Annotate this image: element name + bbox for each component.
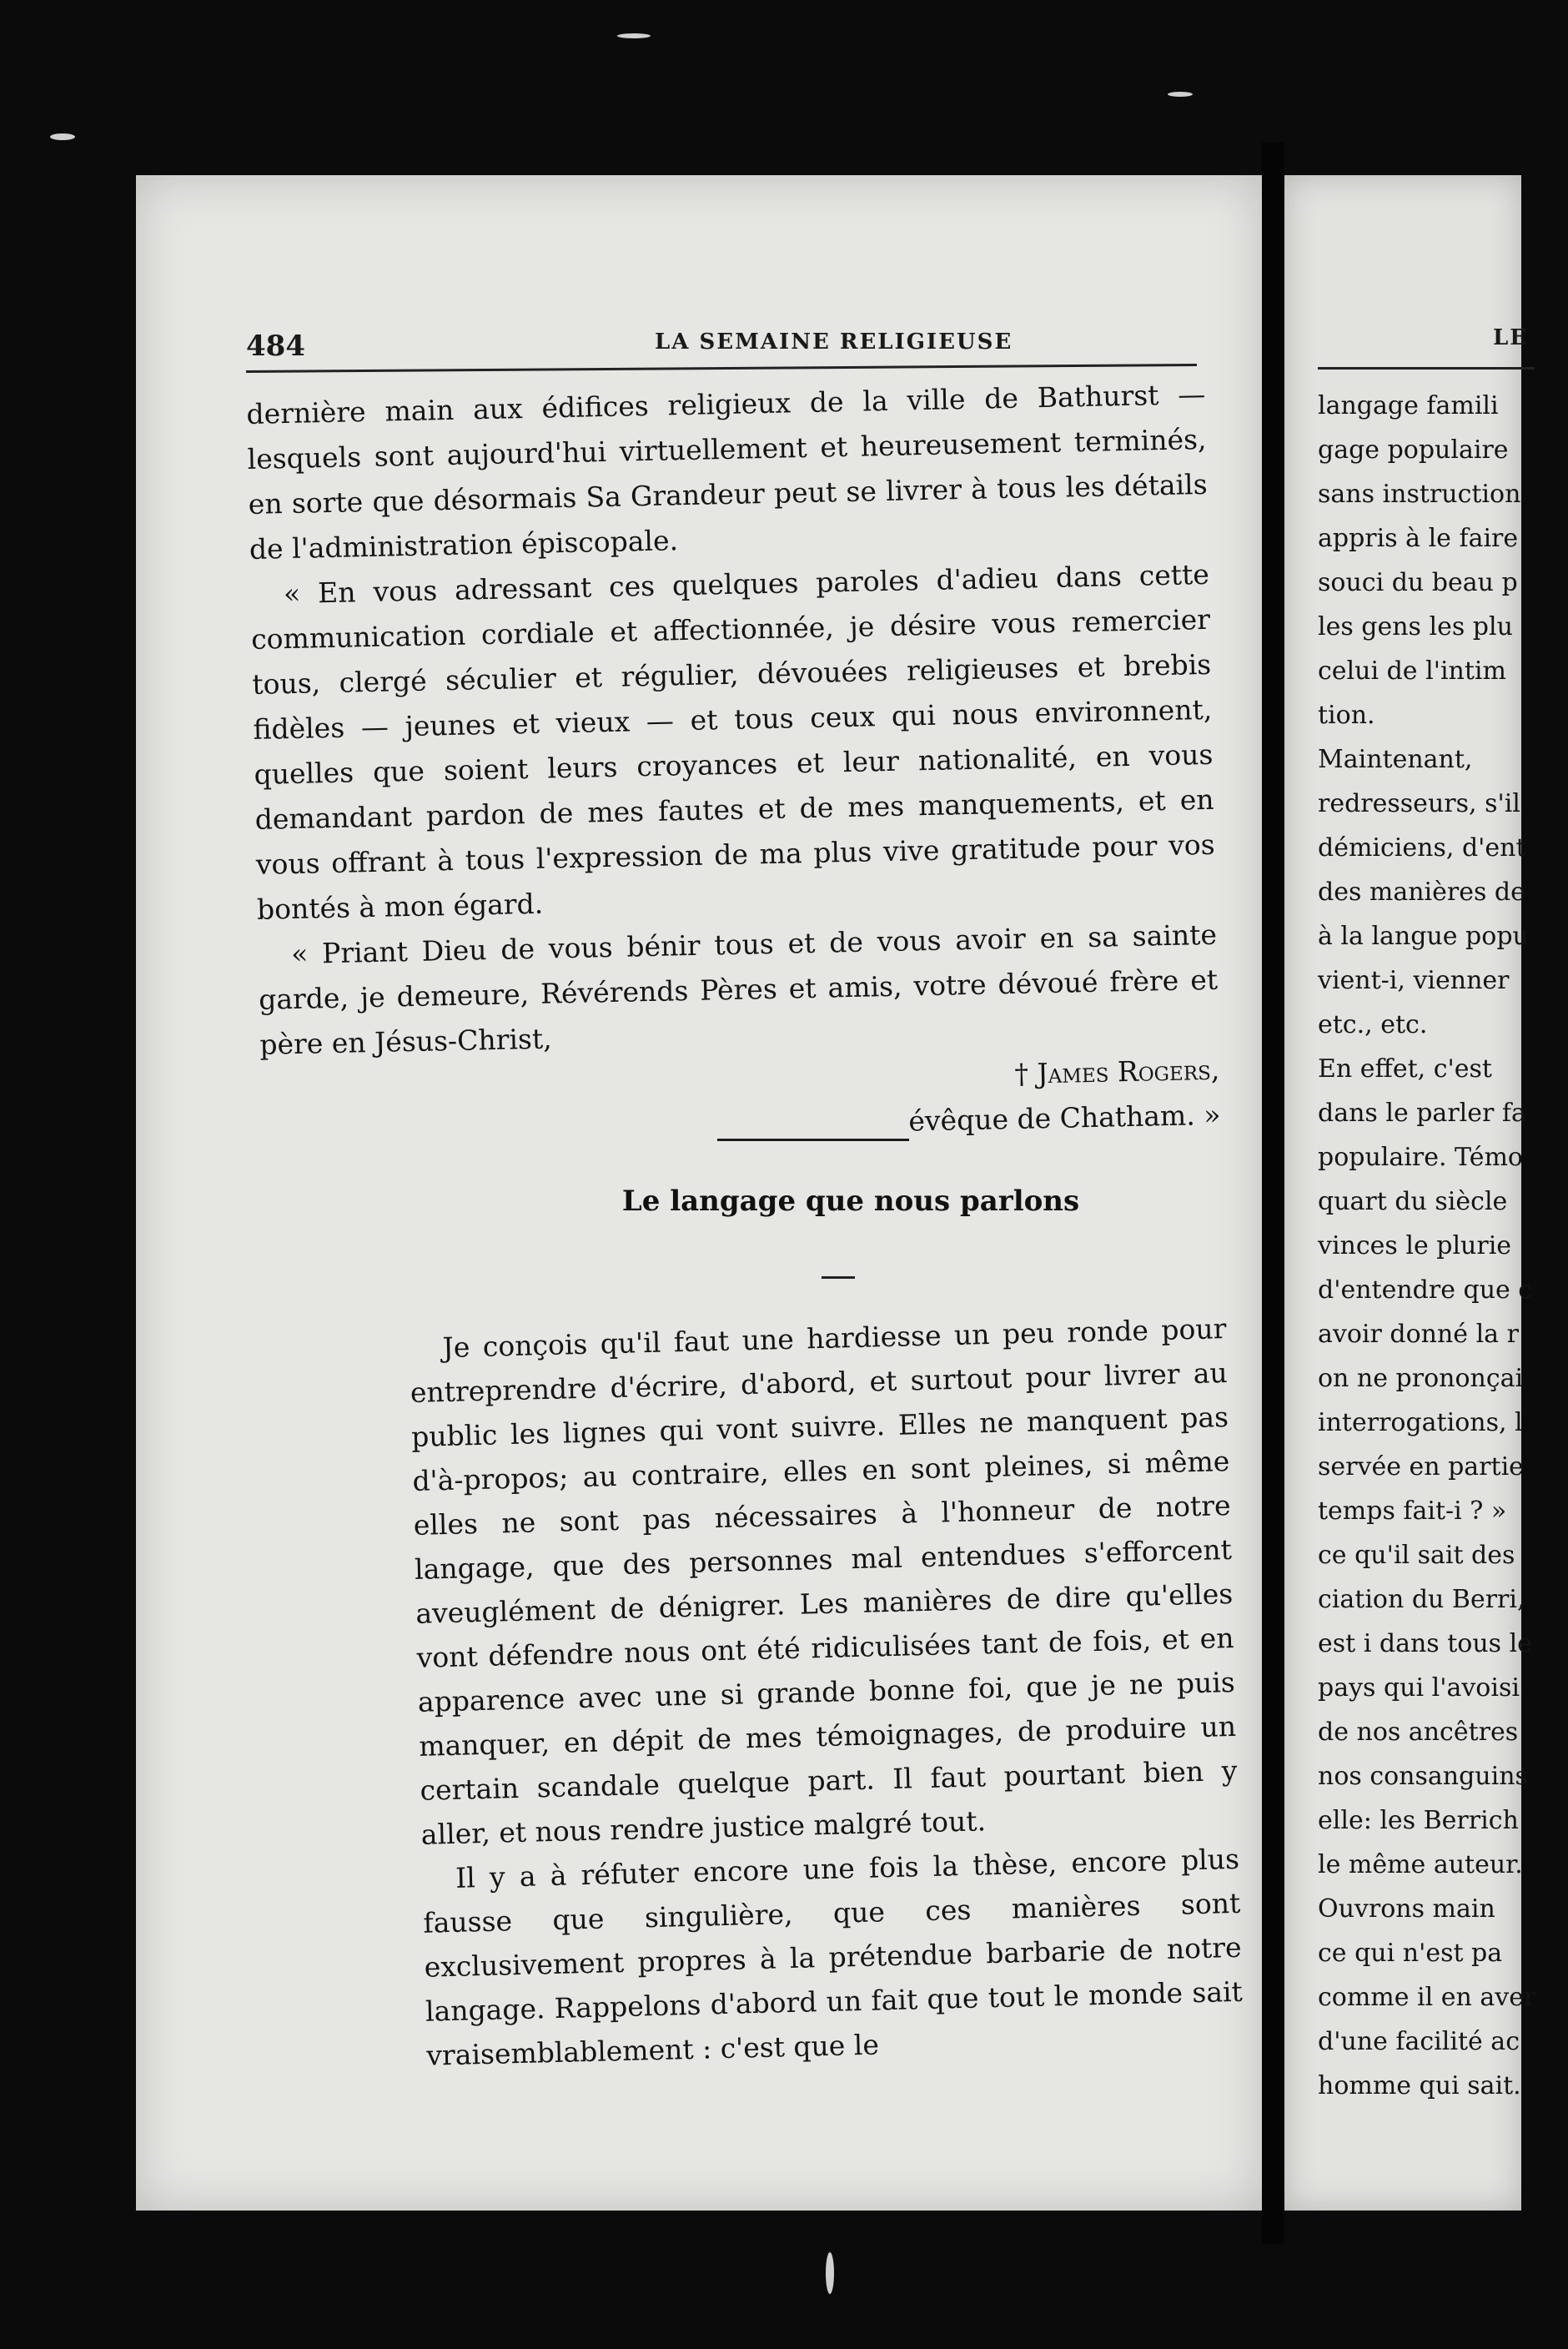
right-line: etc., etc. (1318, 1010, 1428, 1039)
dust-speck (826, 2252, 834, 2294)
right-header-rule (1318, 367, 1535, 370)
right-line: temps fait-i ? » (1318, 1496, 1507, 1526)
dust-speck (1168, 92, 1193, 97)
dust-speck (50, 133, 75, 140)
right-line: vinces le plurie (1318, 1231, 1512, 1260)
right-line: quart du siècle (1318, 1187, 1508, 1216)
right-line: homme qui sait. (1318, 2071, 1521, 2100)
letter-paragraph: « Priant Dieu de vous bénir tous et de vous avoir en sa sainte garde, je demeure, Révérends Pères et amis, votre dévoué frère et père en Jésus-Christ, (258, 918, 1219, 1061)
right-line: pays qui l'avoisi (1318, 1673, 1520, 1703)
right-line: les gens les plu (1318, 612, 1513, 641)
right-line: est i dans tous le (1318, 1629, 1532, 1658)
right-line: elle: les Berrich (1318, 1806, 1519, 1835)
article-title: Le langage que nous parlons (621, 1185, 1080, 1218)
letter-paragraph: dernière main aux édifices religieux de la ville de Bathurst — lesquels sont aujourd'hui virtuellement et heureusement terminés, en sorte que désormais Sa Grandeur peut se livrer à tous les détails de l'administration épiscopale. (246, 377, 1208, 566)
article-text (409, 1306, 1244, 2078)
right-line: Maintenant, (1318, 745, 1473, 774)
running-title: LA SEMAINE RELIGIEUSE (655, 329, 1013, 355)
right-line: d'entendre que c (1318, 1275, 1533, 1305)
right-line: des manières de (1318, 878, 1525, 907)
right-line: servée en partie (1318, 1452, 1524, 1481)
right-line: dans le parler fa (1318, 1099, 1526, 1128)
right-line: langage famili (1318, 391, 1499, 420)
right-running-title-fragment: LE (1493, 325, 1529, 350)
letter-paragraph: « En vous adressant ces quelques paroles d'adieu dans cette communication cordiale et affectionnée, je désire vous remercier tous, clergé séculier et régulier, dévouées religieuses et brebis fidèles — jeunes et vieux — et tous ceux qui nous environnent, quelles que soient leurs croyances et leur nationalité, en vous demandant pardon de mes fautes et de mes manquements, et en vous offrant à tous l'expression de ma plus vive gratitude pour vos bontés à mon égard. (250, 557, 1216, 926)
letter-text (246, 372, 1221, 1158)
right-line: appris à le faire (1318, 524, 1519, 553)
right-line: nos consanguins (1318, 1762, 1528, 1791)
article-paragraph: Il y a à réfuter encore une fois la thèse, encore plus fausse que singulière, que ces manières sont exclusivement propres à la prétendue barbarie de notre langage. Rappelons d'abord un fait que tout le monde sait vraisemblablement : c'est que le (423, 1842, 1244, 2072)
section-separator (717, 1139, 909, 1141)
right-line: Ouvrons main (1318, 1894, 1495, 1924)
right-line: démiciens, d'ent (1318, 833, 1526, 863)
right-line: avoir donné la r (1318, 1320, 1519, 1349)
right-page-text (1318, 384, 1568, 2108)
right-line: interrogations, l (1318, 1408, 1523, 1437)
right-line: ce qui n'est pa (1318, 1939, 1503, 1968)
right-line: redresseurs, s'il (1318, 789, 1520, 818)
signature: † James Rogers, (1014, 1053, 1220, 1090)
right-line: ce qu'il sait des (1318, 1541, 1515, 1570)
right-line: à la langue popu (1318, 922, 1529, 951)
right-line: de nos ancêtres (1318, 1718, 1519, 1747)
right-line: le même auteur. (1318, 1850, 1523, 1879)
title-dash (822, 1276, 855, 1279)
right-line: ciation du Berri, (1318, 1585, 1525, 1614)
right-line: En effet, c'est (1318, 1054, 1492, 1084)
page-header (246, 329, 1197, 380)
right-line: tion. (1318, 701, 1375, 730)
signature-title: évêque de Chatham. » (907, 1098, 1221, 1138)
right-line: d'une facilité ac (1318, 2027, 1520, 2056)
article-paragraph: Je conçois qu'il faut une hardiesse un peu ronde pour entreprendre d'écrire, d'abord, et surtout pour livrer au public les lignes qui vont suivre. Elles ne manquent pas d'à-propos; au contraire, elles en sont pleines, si même elles ne sont pas nécessaires à l'honneur de notre langage, que des personnes mal entendues s'efforcent aveuglément de dénigrer. Les manières de dire qu'elles vont défendre nous ont été ridiculisées tant de fois, et en apparence avec une si grande bonne foi, que je ne puis manquer, en dépit de mes témoignages, de produire un certain scandale quelque part. Il faut pourtant bien y aller, et nous rendre justice malgré tout. (410, 1312, 1238, 1851)
book-gutter (1262, 142, 1284, 2244)
dust-speck (617, 33, 651, 38)
right-page (1284, 175, 1536, 2211)
right-line: populaire. Témo (1318, 1143, 1523, 1172)
right-line: celui de l'intim (1318, 656, 1506, 686)
right-line: comme il en aver (1318, 1983, 1536, 2012)
right-line: gage populaire (1318, 435, 1509, 465)
right-line: sans instruction (1318, 480, 1521, 509)
right-line: on ne prononçai (1318, 1364, 1524, 1393)
page-number: 484 (246, 329, 305, 363)
right-line: souci du beau p (1318, 568, 1518, 597)
right-line: vient-i, vienner (1318, 966, 1510, 995)
